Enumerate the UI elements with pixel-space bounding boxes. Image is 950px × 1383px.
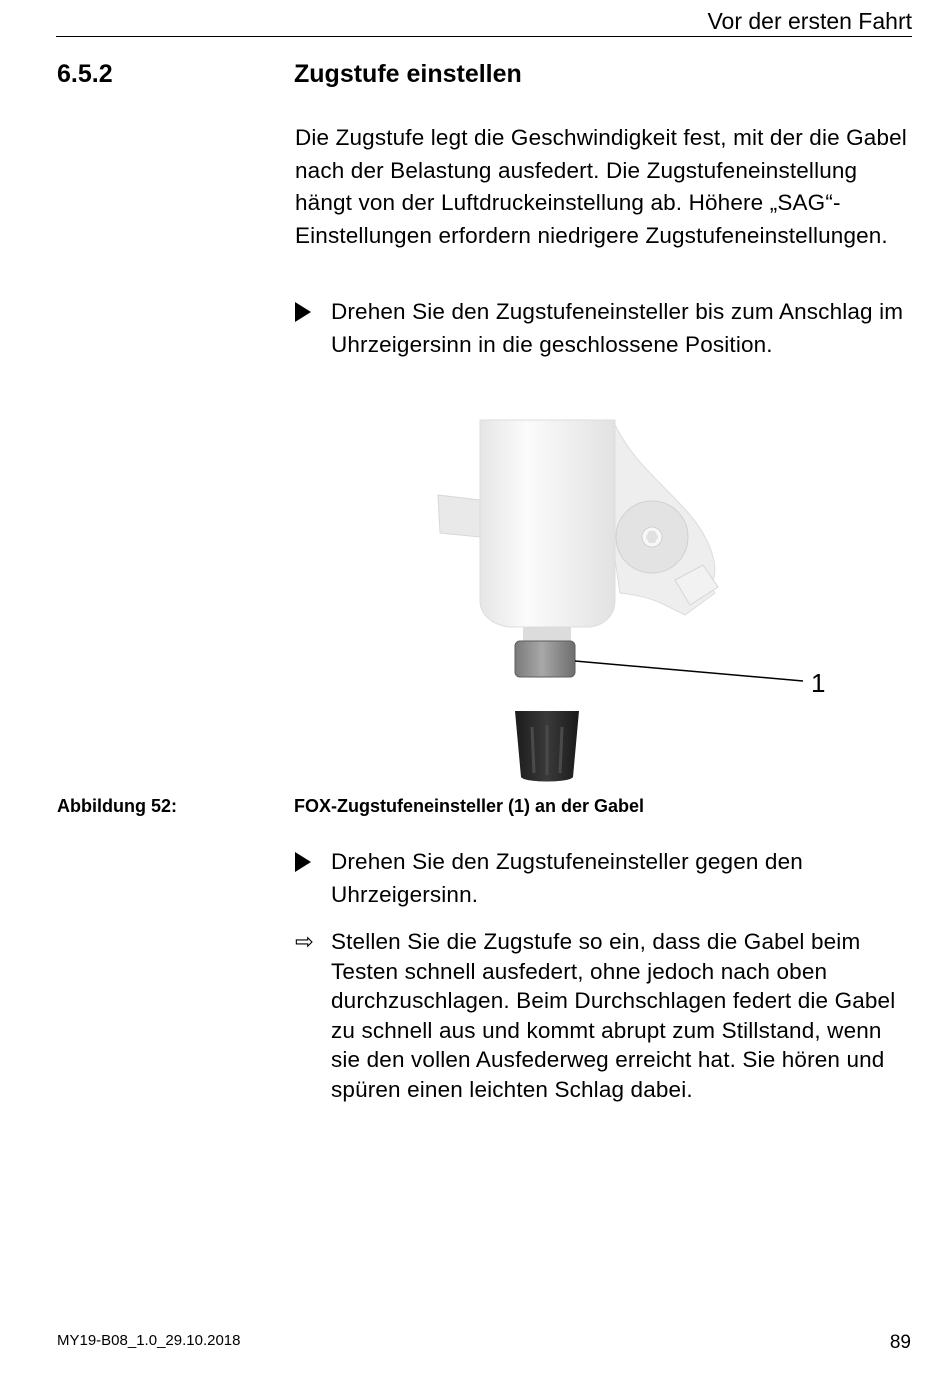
figure-caption-label: Abbildung 52: bbox=[57, 796, 177, 816]
section-title: Zugstufe einstellen bbox=[294, 60, 522, 88]
figure-caption-text: FOX-Zugstufeneinsteller (1) an der Gabel bbox=[294, 796, 645, 816]
result-text: Stellen Sie die Zugstufe so ein, dass die Gabel beim Testen schnell ausfedert, ohne jedoch nach oben durchzuschlagen. Beim Durchschlagen federt die Gabel zu schnell aus und kommt abrupt zum Stillstand, wenn sie den vollen Ausfederweg erreicht hat. Sie hören und spüren einen leichten Schlag dabei. bbox=[331, 929, 896, 1102]
page-number: 89 bbox=[889, 1332, 911, 1353]
intro-paragraph: Die Zugstufe legt die Geschwindigkeit fest, mit der die Gabel nach der Belastung ausfedert. Die Zugstufeneinstellung hängt von der Luftdruckeinstellung ab. Höhere „SAG“-Einstellungen erfordern niedrigere Zugstufeneinstellungen. bbox=[295, 125, 907, 248]
triangle-bullet-icon bbox=[295, 846, 325, 882]
fork-rebound-adjuster-drawing bbox=[420, 415, 840, 790]
instruction-step bbox=[295, 296, 915, 361]
triangle-bullet-icon bbox=[295, 296, 325, 332]
document-id: MY19-B08_1.0_29.10.2018 bbox=[57, 1332, 241, 1349]
header-divider bbox=[56, 36, 912, 37]
chapter-title: Vor der ersten Fahrt bbox=[707, 8, 912, 34]
fork-illustration bbox=[420, 415, 840, 790]
result-arrow-icon: ⇨ bbox=[295, 929, 315, 954]
step-text: Drehen Sie den Zugstufeneinsteller bis zum Anschlag im Uhrzeigersinn in die geschlossene Position. bbox=[331, 299, 904, 357]
section-number: 6.5.2 bbox=[57, 60, 113, 88]
step-text: Drehen Sie den Zugstufeneinsteller gegen den Uhrzeigersinn. bbox=[331, 849, 803, 907]
instruction-step bbox=[295, 846, 915, 911]
result-step bbox=[295, 927, 915, 1104]
callout-number: 1 bbox=[811, 668, 826, 698]
